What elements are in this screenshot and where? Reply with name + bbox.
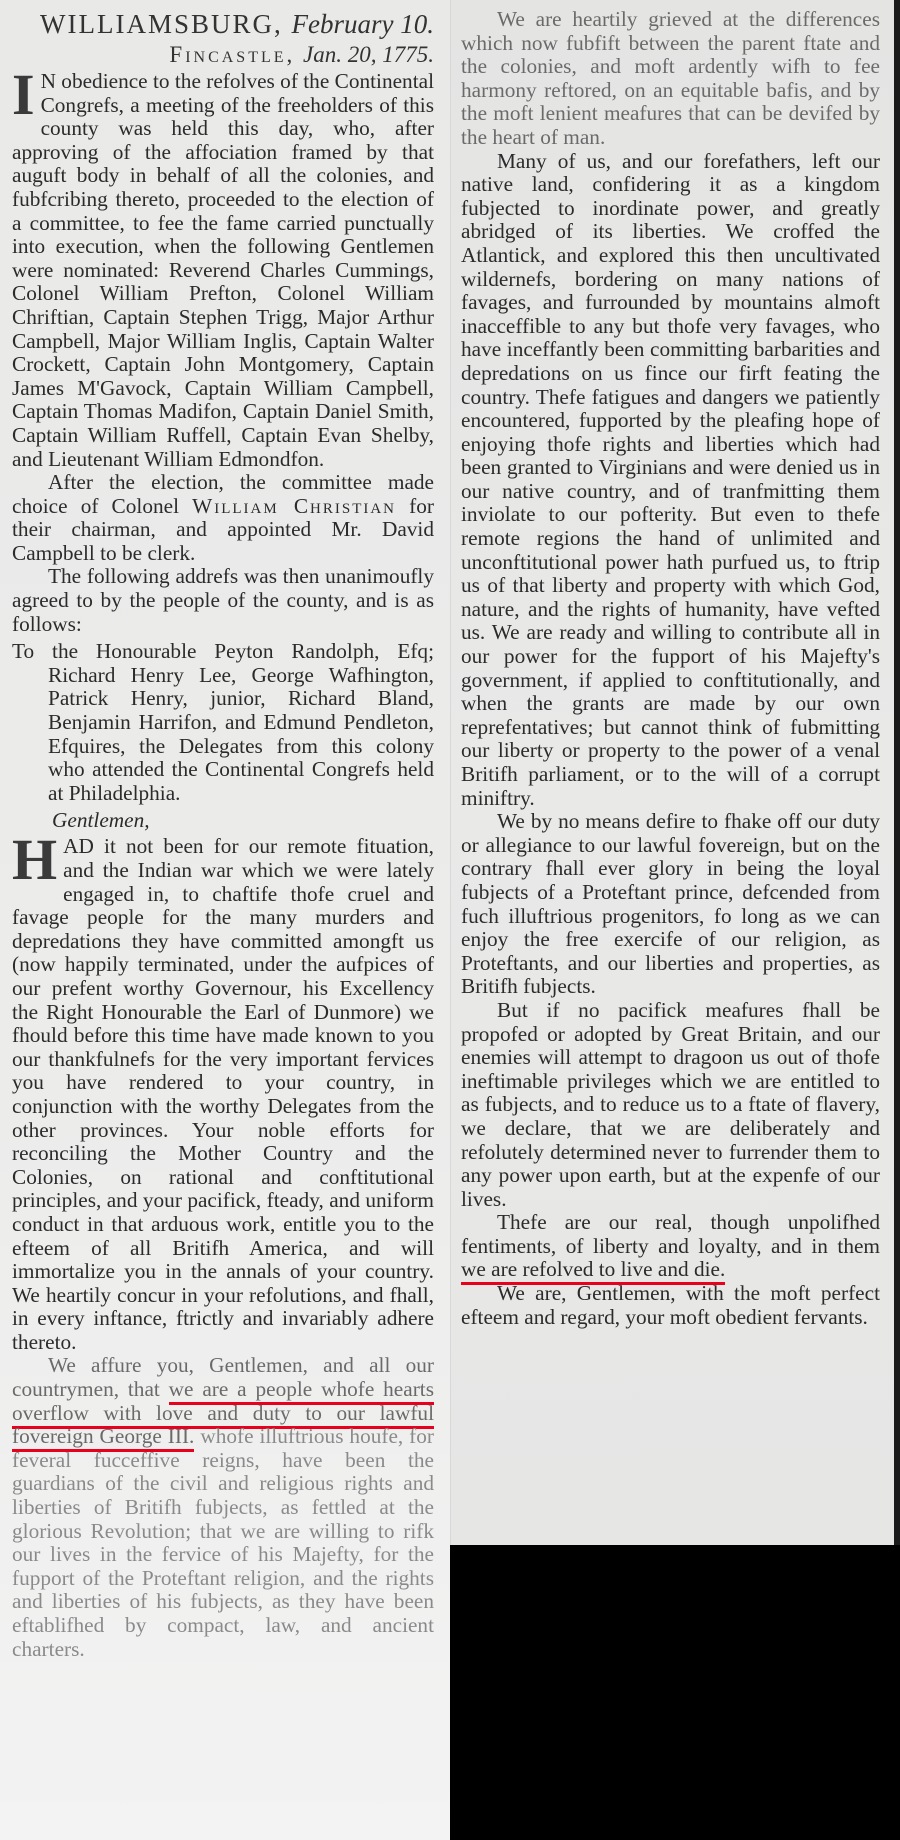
paragraph-closing: We are, Gentlemen, with the moft perfect efteem and regard, your moft obedient fervants. xyxy=(461,1281,880,1329)
dropcap-i: I xyxy=(12,62,35,127)
dateline-date: February 10. xyxy=(291,9,434,39)
election-text-b: for their chairman, and appointed Mr. David Campbell to be clerk. xyxy=(12,493,434,565)
paragraph-grievance: We are heartily grieved at the differences which now fubfift between the parent ftate and the colonies, and moft ardently wifh to fee harmony reftored, on an equitable bafis, and by the moft lenient meafures that can be devifed by the heart of man. xyxy=(461,7,880,149)
assurance-text-b: whofe illuftrious houfe, for feveral fucceffive reigns, have been the guardians of the civil and religious rights and liberties of Britifh fubjects, as fettled at the glorious Revolution; that we are willing to rifk our lives in the fervice of his Majefty, for the fupport of the Proteftant religion, and the rights and liberties of his fubjects, as they have been eftablifhed by compact, law, and ancient charters. xyxy=(12,1424,435,1661)
assurance-text-a: We affure you, Gentlemen, and all our countrymen, that xyxy=(12,1353,434,1402)
election-text-a: After the election, the committee made choice of Colonel xyxy=(12,470,434,518)
scan-edge xyxy=(894,0,900,1545)
paragraph-remote-situation xyxy=(12,827,434,1354)
article-place: Fincastle, xyxy=(169,42,296,67)
chairman-name: William Christian xyxy=(192,493,397,518)
dropcap-h: H xyxy=(12,827,58,893)
sentiments-text: Thefe are our real, though unpolifhed fentiments, of liberty and loyalty, and in them xyxy=(461,1210,880,1258)
masthead-dateline xyxy=(12,8,434,40)
paragraph-allegiance: We by no means defire to fhake off our duty or allegiance to our lawful fovereign, but on the contrary fhall ever glory in being the loyal fubjects of a Proteftant prince, defcended from fuch illuftrious progenitors, fo long as we can enjoy the free exercife of our religion, as Proteftants, and our liberties and properties, as Britifh fubjects. xyxy=(461,809,880,999)
paragraph-meeting-text: N obedience to the refolves of the Continental Congrefs, a meeting of the freeholders of this county was held this day, who, after approving of the affociation framed by that auguft body in behalf of all the colonies, and fubfcribing thereto, proceeded to the election of a committee, to fee the fame carried punctually into execution, when the following Gentlemen were nominated: Reverend Charles Cummings, Colonel William Prefton, Colonel William Chriftian, Captain Stephen Trigg, Major Arthur Campbell, Major William Inglis, Captain Walter Crockett, Captain John Montgomery, Captain James M'Gavock, Captain William Campbell, Captain Thomas Madifon, Captain Daniel Smith, Captain William Ruffell, Captain Evan Shelby, and Lieutenant William Edmondfon. xyxy=(12,69,434,471)
paragraph-assurance xyxy=(12,1354,434,1661)
paragraph-resistance: But if no pacifick meafures fhall be propofed or adopted by Great Britain, and our enemies will attempt to dragoon us out of thofe ineftimable privileges which we are entitled to as fubjects, and to reduce us to a ftate of flavery, we declare, that we are deliberately and refolutely determined never to furrender them to any power upon earth, but at the expenfe of our lives. xyxy=(461,997,880,1211)
paragraph-addressees: To the Honourable Peyton Randolph, Efq; Richard Henry Lee, George Wafhington, Patrick Henry, junior, Richard Bland, Benjamin Harrifon, and Edmund Pendleton, Efquires, the Delegates from this colony who attended the Continental Congrefs held at Philadelphia. xyxy=(12,639,434,805)
paragraph-meeting xyxy=(12,62,434,471)
article-dateline xyxy=(12,40,434,70)
article-date: Jan. 20, 1775. xyxy=(303,42,434,67)
underlined-loyalty-phrase: we are a people whofe hearts overflow with love and duty to our lawful fovereign George III. xyxy=(12,1377,434,1452)
paragraph-forefathers: Many of us, and our forefathers, left our native land, confidering it as a kingdom fubjected to inordinate power, and greatly abridged of its liberties. We croffed the Atlantick, and explored this then uncultivated wildernefs, bordering on many nations of favages, and furrounded by mountains almoft inacceffible to any but thofe very favages, who have inceffantly been committing barbarities and depredations on us fince our firft feating the country. Thefe fatigues and dangers we patiently encountered, fupported by the pleafing hope of enjoying thofe rights and liberties which had been granted to Virginians and were denied us in our native country, and of tranfmitting them inviolate to our pofterity. But even to thefe remote regions the hand of unlimited and unconftitutional power hath purfued us, to ftrip us of that liberty and property with which God, nature, and the rights of humanity, have vefted us. We are ready and willing to contribute all in our power for the fupport of his Majefty's government, if applied to conftitutionally, and when the grants are made by our own reprefentatives; but cannot think of fubmitting our liberty or property to the power of a venal Britifh parliament, or to the will of a corrupt miniftry. xyxy=(461,148,880,810)
paragraph-remote-situation-text: AD it not been for our remote fituation, and the Indian war which we were lately engaged in, to chaftife thofe cruel and favage people for the many murders and depredations they have committed amongft us (now happily terminated, under the aufpices of our prefent worthy Governour, his Excellency the Right Honourable the Earl of Dunmore) we fhould before this time have made known to you our thankfulnefs for the very important fervices you have rendered to your country, in conjunction with the worthy Delegates from the other provinces. Your noble efforts for reconciling the Mother Country and the Colonies, on rational and conftitutional principles, and your pacifick, fteady, and uniform conduct in that arduous work, entitle you to the efteem of all Britifh America, and will immortalize you in the annals of your country. We heartily concur in your refolutions, and fhall, in every inftance, ftrictly and invariably adhere thereto. xyxy=(12,834,434,1354)
right-column xyxy=(450,0,894,1545)
paragraph-election xyxy=(12,471,434,565)
salutation: Gentlemen, xyxy=(52,808,150,833)
paragraph-sentiments xyxy=(461,1211,880,1282)
dateline-place: WILLIAMSBURG, xyxy=(40,9,283,39)
paragraph-address-intro: The following addrefs was then unanimoufly agreed to by the people of the county, and is as follows: xyxy=(12,564,434,636)
underlined-resolve-phrase: we are refolved to live and die. xyxy=(461,1257,725,1285)
